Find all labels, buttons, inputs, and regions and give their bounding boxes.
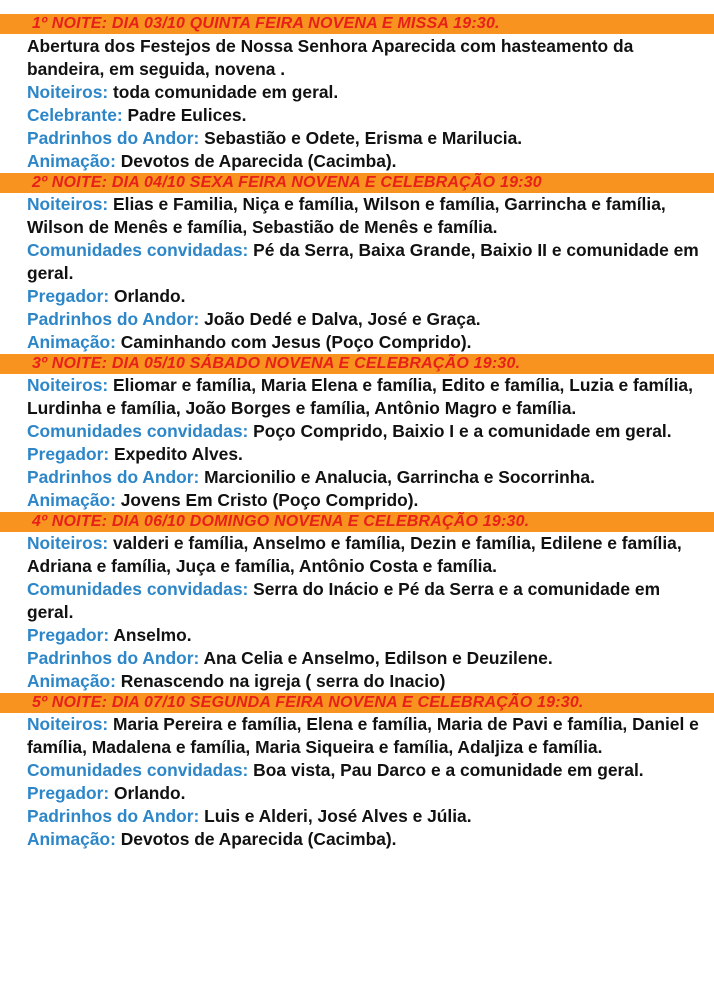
row-label: Comunidades convidadas: — [27, 421, 249, 441]
row-label: Animação: — [27, 490, 116, 510]
row-label: Pregador: — [27, 783, 110, 803]
night-1-padrinhos — [27, 127, 704, 150]
night-1-noiteiros — [27, 81, 704, 104]
row-label: Comunidades convidadas: — [27, 760, 249, 780]
night-2-comunidades — [27, 239, 704, 285]
row-label: Padrinhos do Andor: — [27, 309, 200, 329]
row-value: Ana Celia e Anselmo, Edilson e Deuzilene. — [203, 648, 553, 668]
row-label: Pregador: — [27, 444, 110, 464]
row-value: Padre Eulices. — [127, 105, 247, 125]
night-2-pregador — [27, 285, 704, 308]
row-value: Marcionilio e Analucia, Garrincha e Socorrinha. — [204, 467, 595, 487]
row-label: Noiteiros: — [27, 194, 109, 214]
night-5-animacao — [27, 828, 704, 851]
night-3-body — [0, 374, 714, 512]
row-label: Noiteiros: — [27, 82, 109, 102]
night-3-header: 3º NOITE: DIA 05/10 SÁBADO NOVENA E CELEBRAÇÃO 19:30. — [0, 354, 714, 374]
night-3-section — [0, 354, 714, 512]
row-value: Eliomar e família, Maria Elena e família, Edito e família, Luzia e família, Lurdinha e família, João Borges e família, Antônio Magro e família. — [27, 375, 693, 418]
night-3-comunidades — [27, 420, 704, 443]
row-label: Noiteiros: — [27, 714, 109, 734]
row-value: Poço Comprido, Baixio I e a comunidade em geral. — [253, 421, 672, 441]
night-5-comunidades — [27, 759, 704, 782]
night-1-header: 1º NOITE: DIA 03/10 QUINTA FEIRA NOVENA E MISSA 19:30. — [0, 14, 714, 34]
row-value: toda comunidade em geral. — [113, 82, 339, 102]
night-2-padrinhos — [27, 308, 704, 331]
night-4-section — [0, 512, 714, 693]
night-2-body — [0, 193, 714, 354]
row-value: Jovens Em Cristo (Poço Comprido). — [120, 490, 419, 510]
row-value: Serra do Inácio e Pé da Serra e a comunidade em geral. — [27, 579, 661, 622]
night-2-section — [0, 173, 714, 354]
row-value: Devotos de Aparecida (Cacimba). — [120, 151, 397, 171]
night-5-noiteiros — [27, 713, 704, 759]
night-4-padrinhos — [27, 647, 704, 670]
row-label: Pregador: — [27, 625, 110, 645]
row-value: Boa vista, Pau Darco e a comunidade em geral. — [253, 760, 644, 780]
night-5-section — [0, 693, 714, 851]
row-value: Expedito Alves. — [113, 444, 243, 464]
row-label: Comunidades convidadas: — [27, 579, 249, 599]
row-value: Anselmo. — [113, 625, 192, 645]
row-value: Pé da Serra, Baixa Grande, Baixio II e comunidade em geral. — [27, 240, 699, 283]
row-label: Padrinhos do Andor: — [27, 128, 200, 148]
night-4-comunidades — [27, 578, 704, 624]
night-4-body — [0, 532, 714, 693]
night-3-padrinhos — [27, 466, 704, 489]
row-value: Devotos de Aparecida (Cacimba). — [120, 829, 397, 849]
night-4-header: 4º NOITE: DIA 06/10 DOMINGO NOVENA E CELEBRAÇÃO 19:30. — [0, 512, 714, 532]
row-label: Noiteiros: — [27, 533, 109, 553]
night-3-pregador — [27, 443, 704, 466]
night-5-padrinhos — [27, 805, 704, 828]
night-2-noiteiros — [27, 193, 704, 239]
row-label: Comunidades convidadas: — [27, 240, 249, 260]
night-3-noiteiros — [27, 374, 704, 420]
row-label: Noiteiros: — [27, 375, 109, 395]
row-label: Padrinhos do Andor: — [27, 467, 200, 487]
night-4-animacao — [27, 670, 704, 693]
night-4-pregador — [27, 624, 704, 647]
row-label: Celebrante: — [27, 105, 123, 125]
row-value: Orlando. — [113, 783, 186, 803]
row-value: Renascendo na igreja ( serra do Inacio) — [120, 671, 446, 691]
night-3-animacao — [27, 489, 704, 512]
row-value: Orlando. — [113, 286, 186, 306]
row-label: Padrinhos do Andor: — [27, 648, 200, 668]
row-value: Caminhando com Jesus (Poço Comprido). — [120, 332, 472, 352]
row-label: Animação: — [27, 829, 116, 849]
row-value: Elias e Familia, Niça e família, Wilson e família, Garrincha e família, Wilson de Menês e família, Sebastião de Menês e família. — [27, 194, 666, 237]
night-2-header: 2º NOITE: DIA 04/10 SEXA FEIRA NOVENA E CELEBRAÇÃO 19:30 — [0, 173, 714, 193]
night-1-section — [0, 14, 714, 173]
night-5-body — [0, 713, 714, 851]
row-value: Maria Pereira e família, Elena e família, Maria de Pavi e família, Daniel e família, Madalena e família, Maria Siqueira e família, Adaljiza e família. — [27, 714, 699, 757]
night-5-pregador — [27, 782, 704, 805]
novena-schedule — [0, 14, 714, 851]
row-value: Luis e Alderi, José Alves e Júlia. — [204, 806, 472, 826]
row-label: Padrinhos do Andor: — [27, 806, 200, 826]
night-1-animacao — [27, 150, 704, 173]
row-value: valderi e família, Anselmo e família, Dezin e família, Edilene e família, Adriana e família, Juça e família, Antônio Costa e família. — [27, 533, 682, 576]
row-value: Sebastião e Odete, Erisma e Marilucia. — [204, 128, 523, 148]
night-4-noiteiros — [27, 532, 704, 578]
row-value: João Dedé e Dalva, José e Graça. — [204, 309, 481, 329]
night-1-celebrante — [27, 104, 704, 127]
row-label: Animação: — [27, 332, 116, 352]
row-label: Animação: — [27, 151, 116, 171]
row-label: Pregador: — [27, 286, 110, 306]
night-1-intro: Abertura dos Festejos de Nossa Senhora Aparecida com hasteamento da bandeira, em seguida, novena . — [27, 36, 634, 79]
night-5-header: 5º NOITE: DIA 07/10 SEGUNDA FEIRA NOVENA E CELEBRAÇÃO 19:30. — [0, 693, 714, 713]
row-label: Animação: — [27, 671, 116, 691]
night-1-body — [0, 34, 714, 173]
night-2-animacao — [27, 331, 704, 354]
